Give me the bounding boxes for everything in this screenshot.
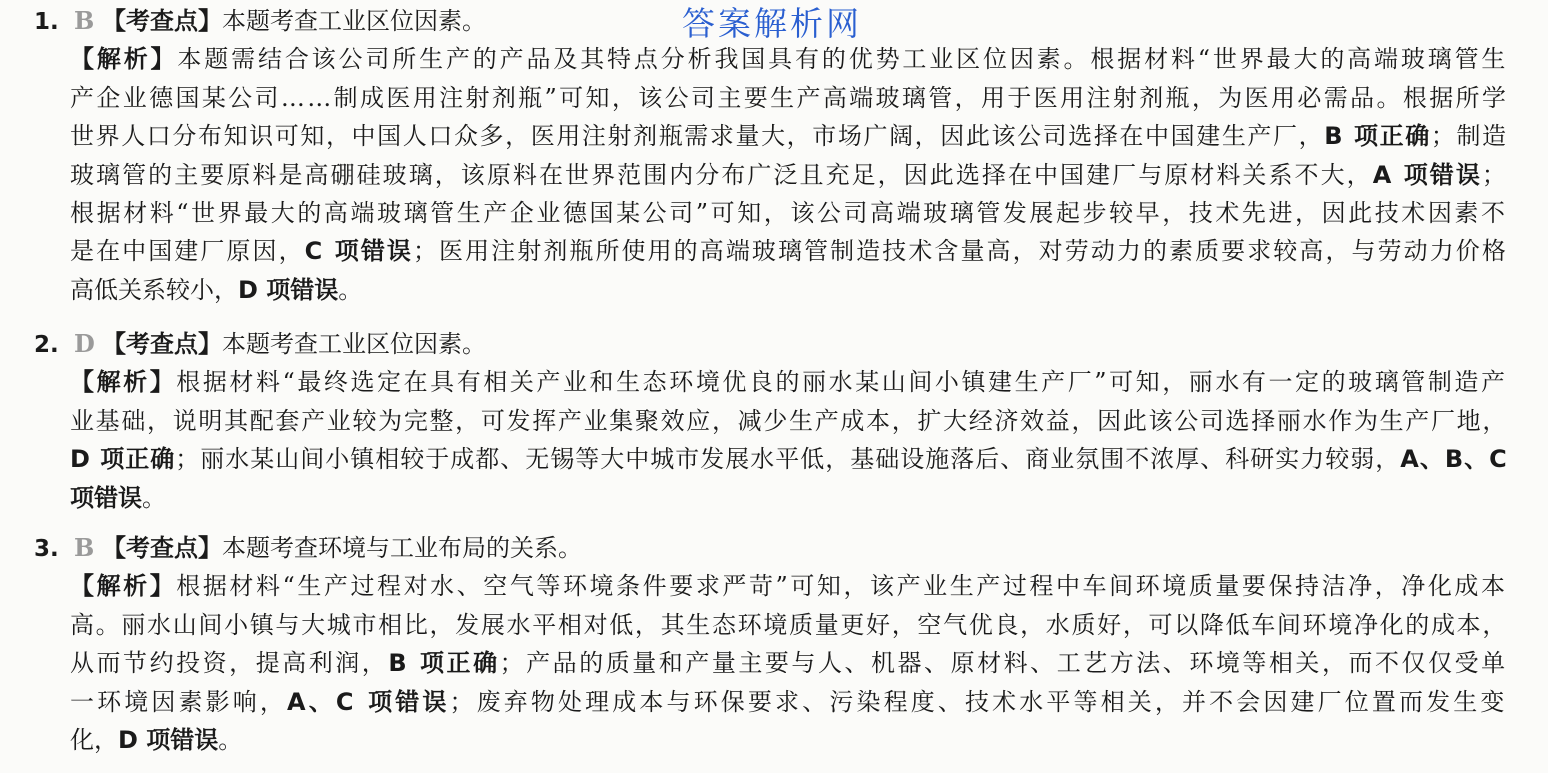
body-text: ；	[1481, 160, 1508, 189]
explanation-line	[70, 723, 242, 757]
question-header	[34, 4, 486, 38]
verdict-text: 项错误	[70, 483, 142, 512]
body-text: 根据材料“最终选定在具有相关产业和生态环境优良的丽水某山间小镇建生产厂”可知，丽水有一定的玻璃管制造产	[176, 368, 1508, 397]
body-text: ；医用注射剂瓶所使用的高端玻璃管制造技术含量高，对劳动力的素质要求较高，与劳动力价格	[412, 237, 1508, 266]
verdict-text: B 项正确	[388, 649, 500, 678]
kaochadian-text: 本题考查环境与工业布局的关系。	[222, 534, 582, 562]
answer-letter: B	[74, 6, 95, 35]
body-text: 高低关系较小，	[70, 275, 238, 304]
question-header	[34, 327, 486, 361]
explanation-line	[70, 685, 1508, 719]
jiexi-tag: 【解析】	[70, 368, 177, 397]
verdict-text: B 项正确	[1324, 122, 1431, 151]
verdict-text: D 项正确	[70, 445, 176, 474]
verdict-text: A、C 项错误	[287, 687, 450, 716]
body-text: ；丽水某山间小镇相较于成都、无锡等大中城市发展水平低，基础设施落后、商业氛围不浓厚、科研实力较弱，	[175, 445, 1401, 474]
explanation-line	[70, 119, 1508, 153]
body-text: 化，	[70, 726, 118, 754]
body-text: 产企业德国某公司……制成医用注射剂瓶”可知，该公司主要生产高端玻璃管，用于医用注射剂瓶，为医用必需品。根据所学	[70, 83, 1509, 112]
explanation-line	[70, 158, 1508, 192]
body-text: 本题需结合该公司所生产的产品及其特点分析我国具有的优势工业区位因素。根据材料“世界最大的高端玻璃管生	[177, 45, 1509, 74]
kaochadian-tag: 【考查点】	[102, 7, 222, 35]
verdict-text: D 项错误	[118, 726, 219, 754]
question-number: 1.	[34, 9, 59, 35]
question-header	[34, 531, 582, 565]
body-text: ；制造	[1430, 122, 1508, 151]
explanation-line	[70, 365, 1508, 399]
body-text: 根据材料“生产过程对水、空气等环境条件要求严苛”可知，该产业生产过程中车间环境质量要保持洁净，净化成本	[176, 572, 1508, 601]
body-text: ；废弃物处理成本与环保要求、污染程度、技术水平等相关，并不会因建厂位置而发生变	[449, 687, 1508, 716]
explanation-line	[70, 481, 166, 515]
body-text: 。	[218, 726, 243, 754]
watermark-text: 答案解析网	[682, 4, 862, 43]
answer-letter: D	[74, 329, 95, 358]
body-text: 业基础，说明其配套产业较为完整，可发挥产业集聚效应，减少生产成本，扩大经济效益，因此该公司选择丽水作为生产厂地，	[70, 406, 1509, 435]
jiexi-tag: 【解析】	[70, 572, 177, 601]
explanation-line	[70, 273, 362, 307]
explanation-line	[70, 442, 1508, 476]
kaochadian-text: 本题考查工业区位因素。	[222, 7, 486, 35]
body-text: 从而节约投资，提高利润，	[70, 649, 389, 678]
explanation-line	[70, 196, 1508, 230]
explanation-line	[70, 42, 1508, 76]
explanation-line	[70, 404, 1508, 438]
explanation-line	[70, 81, 1508, 115]
verdict-text: A 项错误	[1372, 160, 1482, 189]
jiexi-tag: 【解析】	[70, 45, 178, 74]
body-text: 世界人口分布知识可知，中国人口众多，医用注射剂瓶需求量大，市场广阔，因此该公司选择在中国建生产厂，	[70, 122, 1325, 151]
body-text: 根据材料“世界最大的高端玻璃管生产企业德国某公司”可知，该公司高端玻璃管发展起步较早，技术先进，因此技术因素不	[70, 199, 1508, 227]
verdict-text: A、B、C	[1400, 445, 1508, 474]
body-text: 高。丽水山间小镇与大城市相比，发展水平相对低，其生态环境质量更好，空气优良，水质好，可以降低车间环境净化的成本，	[70, 610, 1509, 639]
explanation-line	[70, 569, 1508, 603]
question-number: 3.	[34, 536, 59, 562]
verdict-text: C 项错误	[304, 237, 413, 266]
explanation-line	[70, 646, 1508, 680]
kaochadian-tag: 【考查点】	[102, 534, 222, 562]
body-text: ；产品的质量和产量主要与人、机器、原材料、工艺方法、环境等相关，而不仅仅受单	[499, 649, 1508, 678]
body-text: 。	[338, 275, 363, 304]
kaochadian-text: 本题考查工业区位因素。	[222, 330, 486, 358]
explanation-line	[70, 234, 1508, 268]
explanation-line	[70, 608, 1508, 642]
body-text: 玻璃管的主要原料是高硼硅玻璃，该原料在世界范围内分布广泛且充足，因此选择在中国建厂与原材料关系不大，	[70, 160, 1373, 189]
body-text: 。	[142, 483, 166, 512]
body-text: 一环境因素影响，	[70, 687, 288, 716]
kaochadian-tag: 【考查点】	[102, 330, 222, 358]
answer-letter: B	[74, 533, 95, 562]
verdict-text: D 项错误	[238, 275, 339, 304]
body-text: 是在中国建厂原因，	[70, 237, 305, 266]
question-number: 2.	[34, 332, 59, 358]
